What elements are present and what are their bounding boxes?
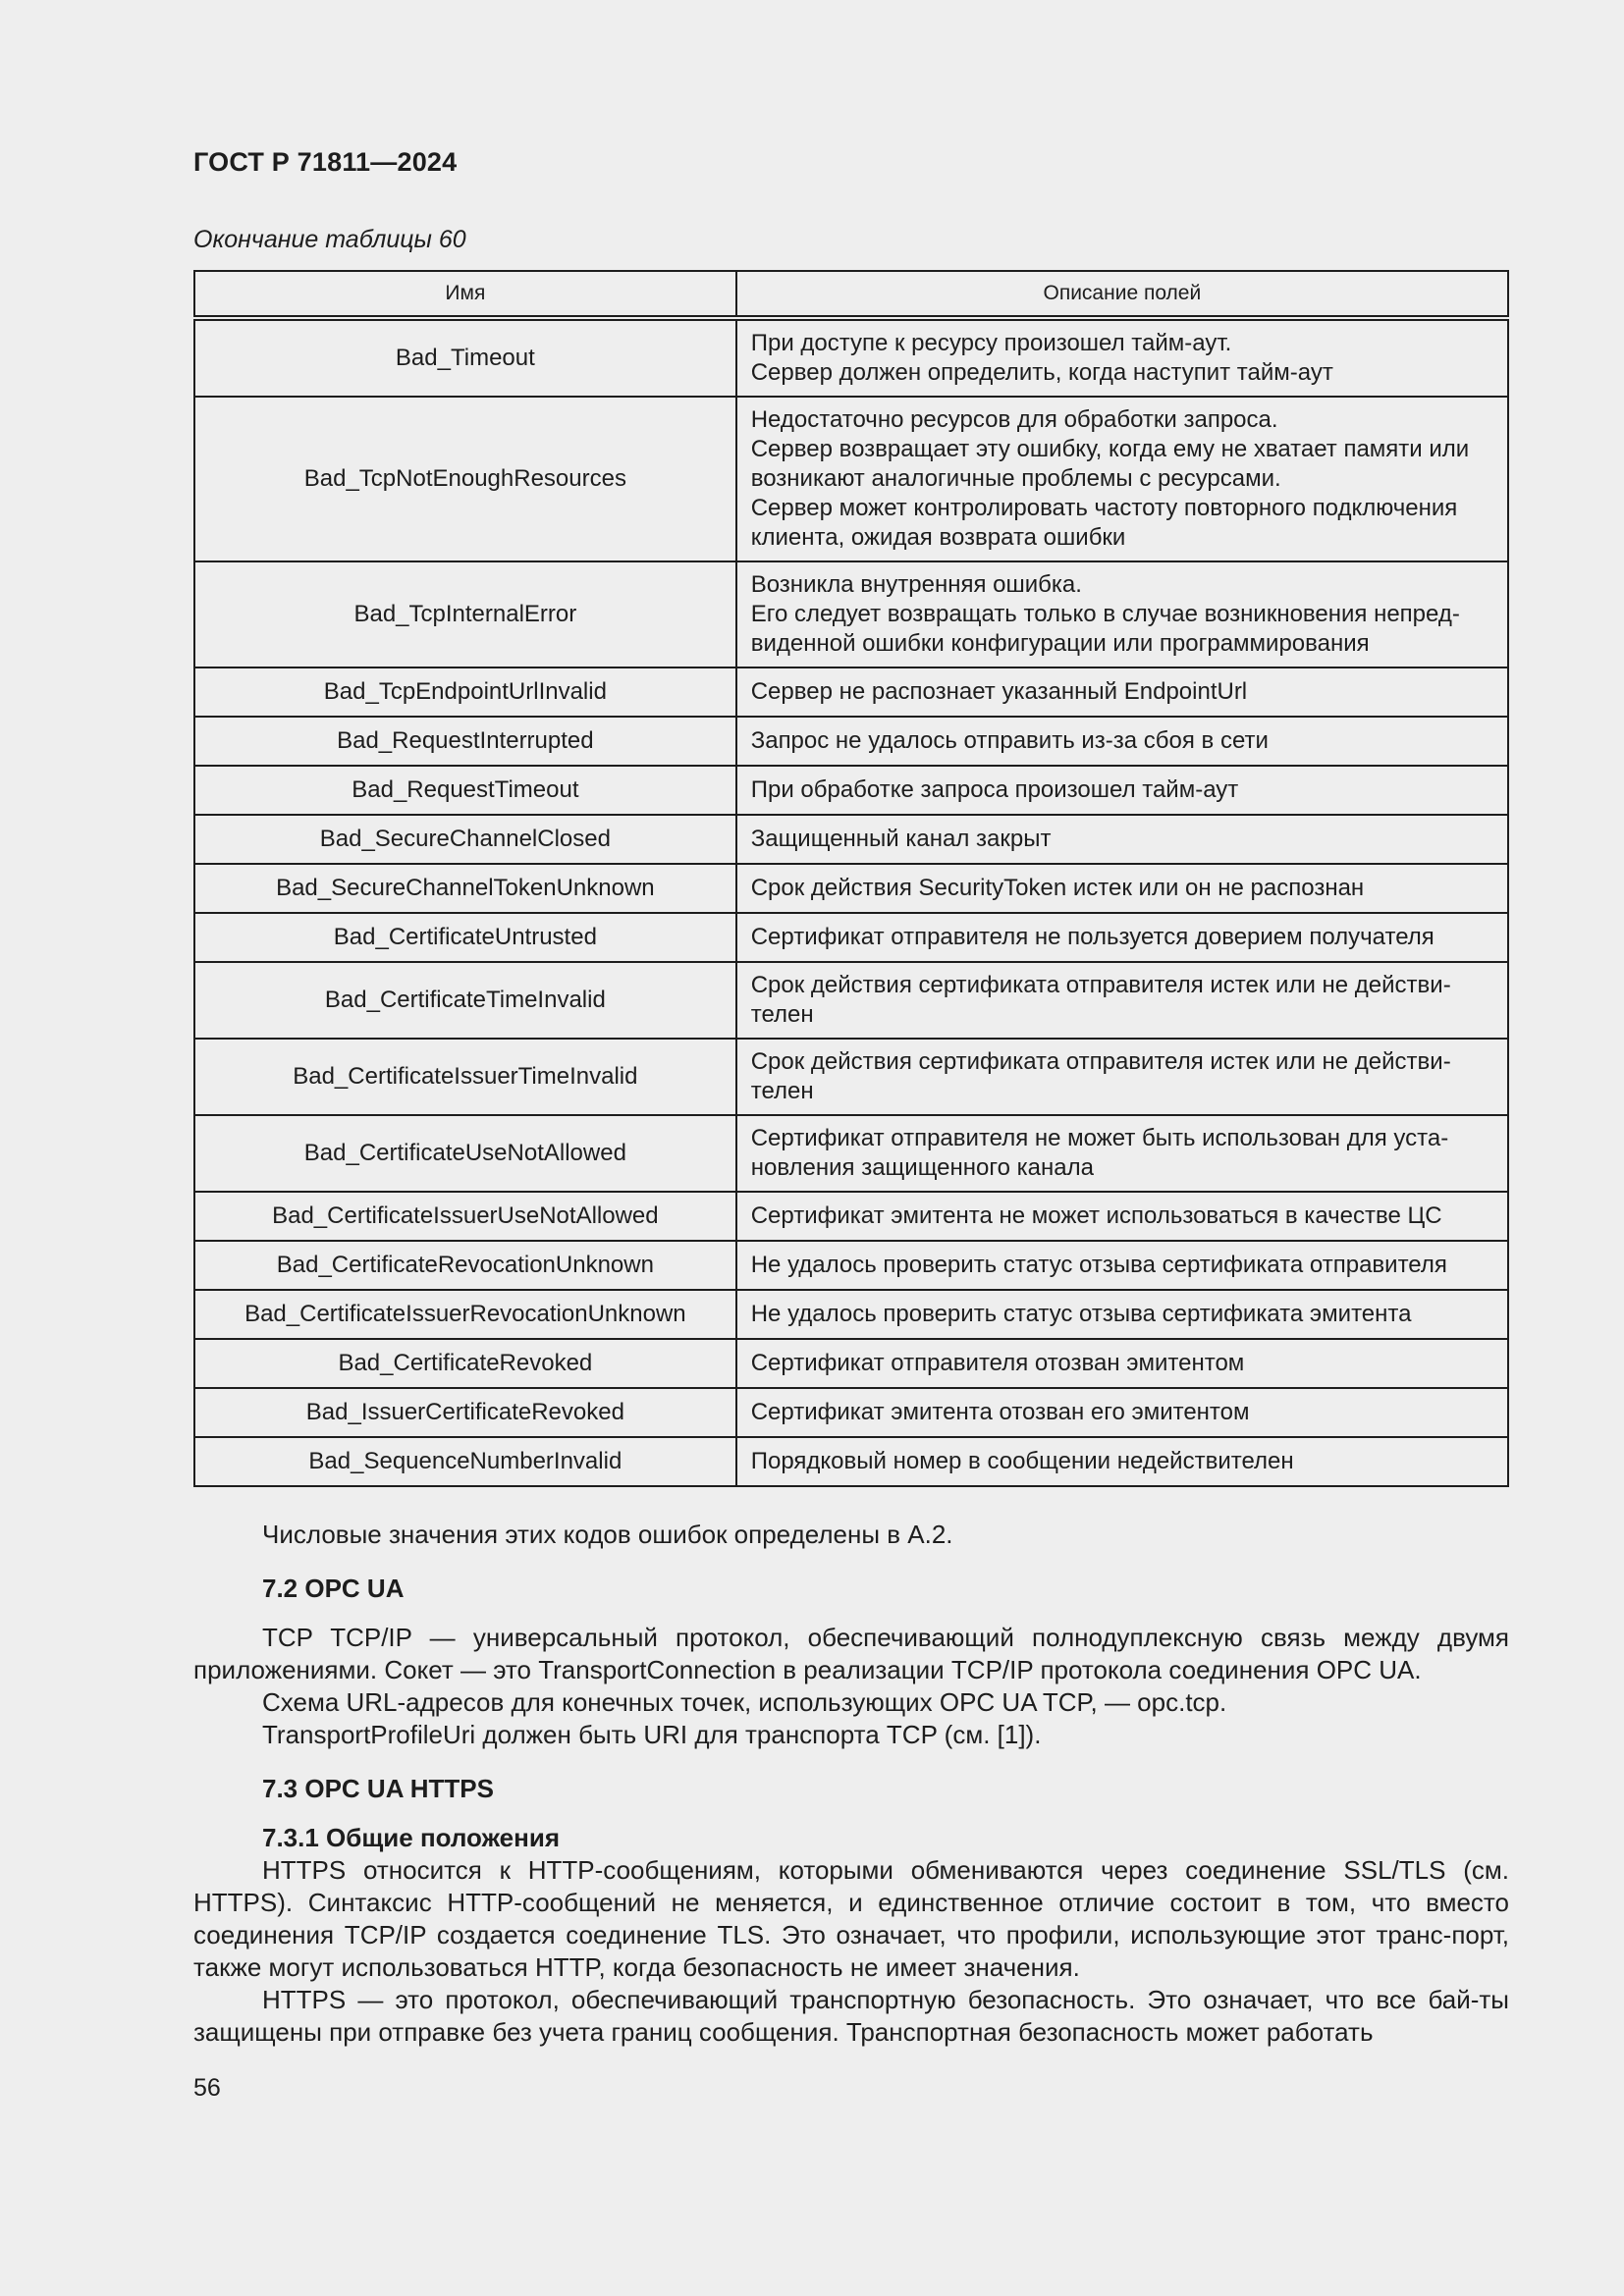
table-row <box>194 397 1508 561</box>
status-code-name: Bad_RequestTimeout <box>194 766 736 815</box>
description-line: Сервер не распознает указанный EndpointUrl <box>750 678 1248 705</box>
table-row <box>194 1388 1508 1437</box>
status-code-name: Bad_TcpInternalError <box>194 561 736 667</box>
status-code-name: Bad_TcpEndpointUrlInvalid <box>194 667 736 717</box>
description-line: Возникла внутренняя ошибка. <box>750 571 1082 598</box>
status-code-description <box>736 397 1508 561</box>
status-code-name: Bad_RequestInterrupted <box>194 717 736 766</box>
table-row <box>194 864 1508 913</box>
status-code-description <box>736 1339 1508 1388</box>
column-header-name: Имя <box>194 271 736 318</box>
description-line: Его следует возвращать только в случае возникновения непред-виденной ошибки конфигурации или программирования <box>750 601 1460 657</box>
document-header: ГОСТ Р 71811—2024 <box>193 147 458 177</box>
status-code-description <box>736 561 1508 667</box>
status-code-description <box>736 1437 1508 1486</box>
description-line: Порядковый номер в сообщении недействителен <box>750 1448 1294 1474</box>
table-row <box>194 1192 1508 1241</box>
section-heading-7-3-1: 7.3.1 Общие положения <box>262 1823 560 1852</box>
section-heading-7-3: 7.3 OPC UA HTTPS <box>262 1774 494 1803</box>
table-row <box>194 766 1508 815</box>
status-code-name: Bad_CertificateTimeInvalid <box>194 962 736 1039</box>
status-code-description <box>736 1115 1508 1192</box>
paragraph: TransportProfileUri должен быть URI для транспорта TCP (см. [1]). <box>262 1720 1042 1749</box>
column-header-description: Описание полей <box>736 271 1508 318</box>
status-code-name: Bad_SequenceNumberInvalid <box>194 1437 736 1486</box>
status-code-description <box>736 1039 1508 1115</box>
status-code-name: Bad_CertificateUseNotAllowed <box>194 1115 736 1192</box>
status-code-name: Bad_SecureChannelClosed <box>194 815 736 864</box>
status-code-description <box>736 1192 1508 1241</box>
table-row <box>194 717 1508 766</box>
status-code-name: Bad_CertificateUntrusted <box>194 913 736 962</box>
description-line: Запрос не удалось отправить из-за сбоя в сети <box>750 727 1269 754</box>
status-code-description <box>736 1290 1508 1339</box>
status-code-name: Bad_CertificateRevocationUnknown <box>194 1241 736 1290</box>
description-line: При доступе к ресурсу произошел тайм-аут. <box>750 330 1232 356</box>
table-row <box>194 667 1508 717</box>
status-code-description <box>736 815 1508 864</box>
description-line: Сертификат отправителя не может быть использован для уста-новления защищенного канала <box>750 1125 1449 1181</box>
status-codes-table <box>193 270 1509 1487</box>
description-line: Защищенный канал закрыт <box>750 826 1052 852</box>
description-line: Не удалось проверить статус отзыва сертификата отправителя <box>750 1252 1447 1278</box>
status-code-name: Bad_CertificateIssuerRevocationUnknown <box>194 1290 736 1339</box>
page-number: 56 <box>193 2074 221 2102</box>
status-code-name: Bad_CertificateRevoked <box>194 1339 736 1388</box>
table-header-row <box>194 271 1508 318</box>
paragraph: HTTPS — это протокол, обеспечивающий транспортную безопасность. Это означает, что все бай-ты защищены при отправке без учета границ сообщения. Транспортная безопасность может работать <box>193 1985 1509 2047</box>
status-code-description <box>736 1388 1508 1437</box>
description-line: Срок действия сертификата отправителя истек или не действи-телен <box>750 972 1451 1028</box>
description-line: Сертификат отправителя отозван эмитентом <box>750 1350 1245 1376</box>
section-heading-7-2: 7.2 OPC UA <box>262 1574 405 1603</box>
table-row <box>194 318 1508 397</box>
body-text <box>193 1519 1509 2049</box>
description-line: Сертификат эмитента не может использоваться в качестве ЦС <box>750 1202 1442 1229</box>
status-code-name: Bad_CertificateIssuerUseNotAllowed <box>194 1192 736 1241</box>
paragraph: TCP TCP/IP — универсальный протокол, обеспечивающий полнодуплексную связь между двумя приложениями. Сокет — это TransportConnection в реализации TCP/IP протокола соединения OPC UA. <box>193 1623 1509 1684</box>
status-code-description <box>736 667 1508 717</box>
table-row <box>194 815 1508 864</box>
table-row <box>194 1115 1508 1192</box>
status-code-name: Bad_SecureChannelTokenUnknown <box>194 864 736 913</box>
status-code-description <box>736 962 1508 1039</box>
table-row <box>194 1437 1508 1486</box>
description-line: Срок действия SecurityToken истек или он не распознан <box>750 875 1365 901</box>
status-code-description <box>736 913 1508 962</box>
status-code-description <box>736 766 1508 815</box>
description-line: Сервер должен определить, когда наступит тайм-аут <box>750 359 1333 386</box>
table-row <box>194 913 1508 962</box>
table-row <box>194 1290 1508 1339</box>
description-line: Сертификат отправителя не пользуется доверием получателя <box>750 924 1435 950</box>
table-body <box>194 318 1508 1486</box>
status-code-name: Bad_Timeout <box>194 318 736 397</box>
status-code-name: Bad_TcpNotEnoughResources <box>194 397 736 561</box>
table-row <box>194 1339 1508 1388</box>
description-line: Недостаточно ресурсов для обработки запроса. <box>750 406 1278 433</box>
description-line: Не удалось проверить статус отзыва сертификата эмитента <box>750 1301 1412 1327</box>
table-caption: Окончание таблицы 60 <box>193 226 466 253</box>
status-code-description <box>736 717 1508 766</box>
paragraph: Схема URL-адресов для конечных точек, использующих OPC UA TCP, — opc.tcp. <box>262 1687 1227 1717</box>
table-row <box>194 561 1508 667</box>
status-code-name: Bad_CertificateIssuerTimeInvalid <box>194 1039 736 1115</box>
description-line: Сертификат эмитента отозван его эмитентом <box>750 1399 1250 1425</box>
paragraph: HTTPS относится к HTTP-сообщениям, которыми обмениваются через соединение SSL/TLS (см. HTTPS). Синтаксис HTTP-сообщений не меняется, и единственное отличие состоит в том, что вместо соединения TCP/IP создается соединение TLS. Это означает, что профили, использующие этот транс-порт, также могут использоваться HTTP, когда безопасность не имеет значения. <box>193 1855 1509 1982</box>
status-code-description <box>736 864 1508 913</box>
table-row <box>194 1039 1508 1115</box>
description-line: При обработке запроса произошел тайм-аут <box>750 776 1239 803</box>
description-line: Срок действия сертификата отправителя истек или не действи-телен <box>750 1048 1451 1104</box>
paragraph: Числовые значения этих кодов ошибок определены в А.2. <box>262 1520 953 1549</box>
status-code-description <box>736 1241 1508 1290</box>
table-row <box>194 962 1508 1039</box>
status-code-description <box>736 318 1508 397</box>
table-row <box>194 1241 1508 1290</box>
description-line: Сервер возвращает эту ошибку, когда ему не хватает памяти или возникают аналогичные проблемы с ресурсами. <box>750 436 1470 492</box>
status-code-name: Bad_IssuerCertificateRevoked <box>194 1388 736 1437</box>
description-line: Сервер может контролировать частоту повторного подключения клиента, ожидая возврата ошибки <box>750 495 1458 551</box>
